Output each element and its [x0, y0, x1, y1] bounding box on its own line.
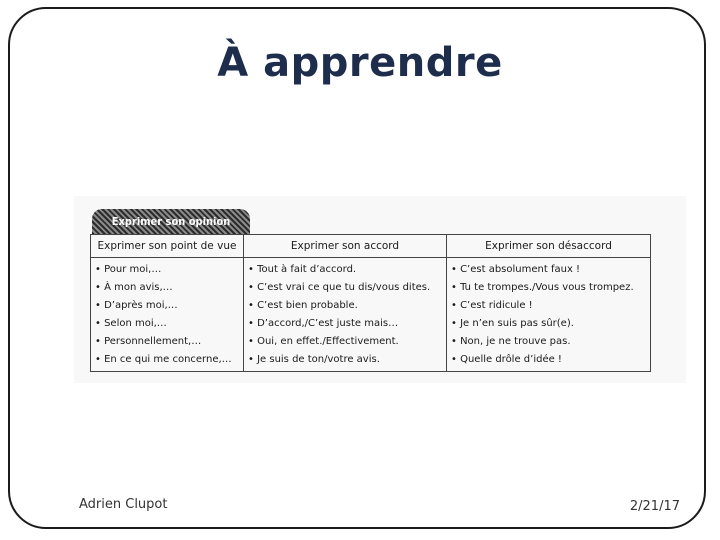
footer-author: Adrien Clupot: [79, 497, 168, 512]
list-item: • D’après moi,…: [95, 297, 240, 315]
column-point-de-vue: [91, 258, 244, 372]
table-tab-label: Exprimer son opinion: [92, 209, 250, 234]
table-row: [91, 258, 651, 372]
list-item: • D’accord,/C’est juste mais…: [248, 315, 443, 333]
table-header-row: [91, 235, 651, 258]
footer-date: 2/21/17: [629, 499, 680, 514]
list-item: • C’est absolument faux !: [451, 261, 647, 279]
column-header-accord: Exprimer son accord: [244, 235, 447, 258]
list-item: • À mon avis,…: [95, 279, 240, 297]
list-item: • Tout à fait d’accord.: [248, 261, 443, 279]
column-header-desaccord: Exprimer son désaccord: [447, 235, 651, 258]
list-item: • Oui, en effet./Effectivement.: [248, 333, 443, 351]
list-item: • Personnellement,…: [95, 333, 240, 351]
list-item: • Quelle drôle d’idée !: [451, 351, 647, 369]
list-item: • Je n’en suis pas sûr(e).: [451, 315, 647, 333]
column-desaccord: [447, 258, 651, 372]
list-item: • Tu te trompes./Vous vous trompez.: [451, 279, 647, 297]
list-item: • Je suis de ton/votre avis.: [248, 351, 443, 369]
list-item: • Selon moi,…: [95, 315, 240, 333]
phrases-table: [90, 234, 651, 372]
slide-title: À apprendre: [217, 40, 503, 86]
list-item: • Pour moi,…: [95, 261, 240, 279]
column-header-point-de-vue: Exprimer son point de vue: [91, 235, 244, 258]
list-item: • C’est ridicule !: [451, 297, 647, 315]
list-item: • Non, je ne trouve pas.: [451, 333, 647, 351]
column-accord: [244, 258, 447, 372]
list-item: • C’est vrai ce que tu dis/vous dites.: [248, 279, 443, 297]
list-item: • C’est bien probable.: [248, 297, 443, 315]
list-item: • En ce qui me concerne,…: [95, 351, 240, 369]
